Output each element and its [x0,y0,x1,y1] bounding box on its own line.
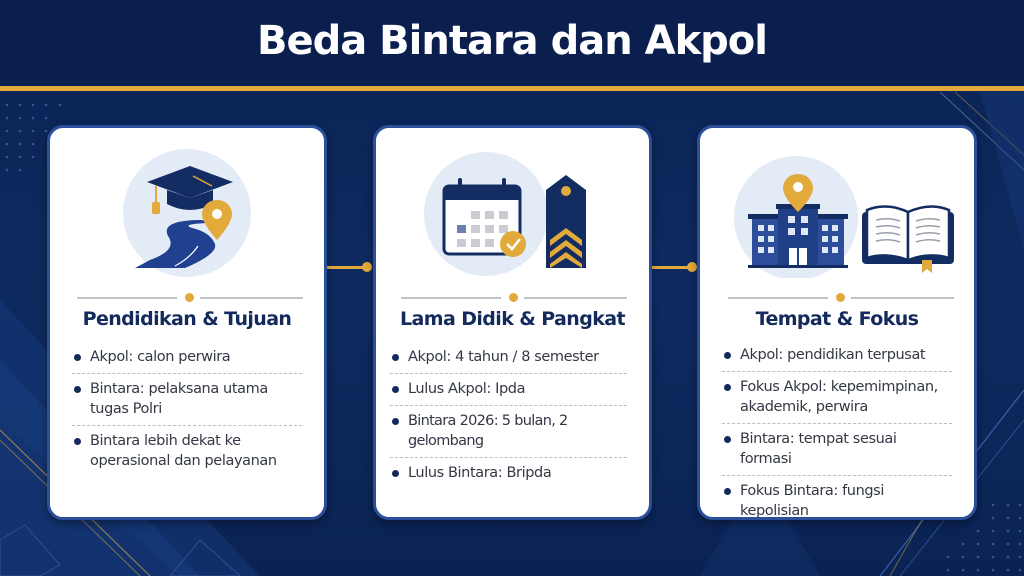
header-bar [0,0,1024,86]
section-divider [77,293,303,303]
bullet-list [722,340,952,527]
section-divider [728,293,954,303]
calendar-check-icon [444,178,526,257]
bullet-icon [74,438,81,445]
list-item: Bintara: tempat sesuai formasi [722,424,952,476]
list-item: Lulus Akpol: Ipda [390,374,627,406]
bullet-icon [724,384,731,391]
bullet-list [72,342,302,477]
list-item: Fokus Bintara: fungsi kepolisian [722,476,952,527]
bullet-icon [724,436,731,443]
card-illustration [700,128,974,278]
card-title: Lama Didik & Pangkat [400,308,625,330]
list-item: Akpol: 4 tahun / 8 semester [390,342,627,374]
card-title: Pendidikan & Tujuan [82,308,292,330]
bullet-icon [724,488,731,495]
list-item: Fokus Akpol: kepemimpinan, akademik, perwira [722,372,952,424]
card-lama-didik-pangkat [373,125,652,520]
rank-epaulette-icon [546,175,586,268]
card-title: Tempat & Fokus [755,308,919,330]
bullet-icon [392,470,399,477]
list-item: Akpol: pendidikan terpusat [722,340,952,372]
connector-dot [362,262,372,272]
bullet-icon [392,418,399,425]
list-item: Lulus Bintara: Bripda [390,458,627,489]
list-item: Bintara: pelaksana utama tugas Polri [72,374,302,426]
open-book-icon [862,206,954,273]
connector-dot [687,262,697,272]
list-item: Bintara lebih dekat ke operasional dan pelayanan [72,426,302,477]
card-illustration [376,128,649,278]
section-divider [401,293,627,303]
page-title: Beda Bintara dan Akpol [256,18,767,64]
card-illustration [50,128,324,278]
bullet-icon [392,386,399,393]
card-pendidikan-tujuan [47,125,327,520]
card-tempat-fokus [697,125,977,520]
bullet-icon [724,352,731,359]
header-gold-rule [0,86,1024,91]
list-item: Bintara 2026: 5 bulan, 2 gelombang [390,406,627,458]
bullet-list [390,342,627,489]
bullet-icon [392,354,399,361]
list-item: Akpol: calon perwira [72,342,302,374]
bullet-icon [74,386,81,393]
bullet-icon [74,354,81,361]
